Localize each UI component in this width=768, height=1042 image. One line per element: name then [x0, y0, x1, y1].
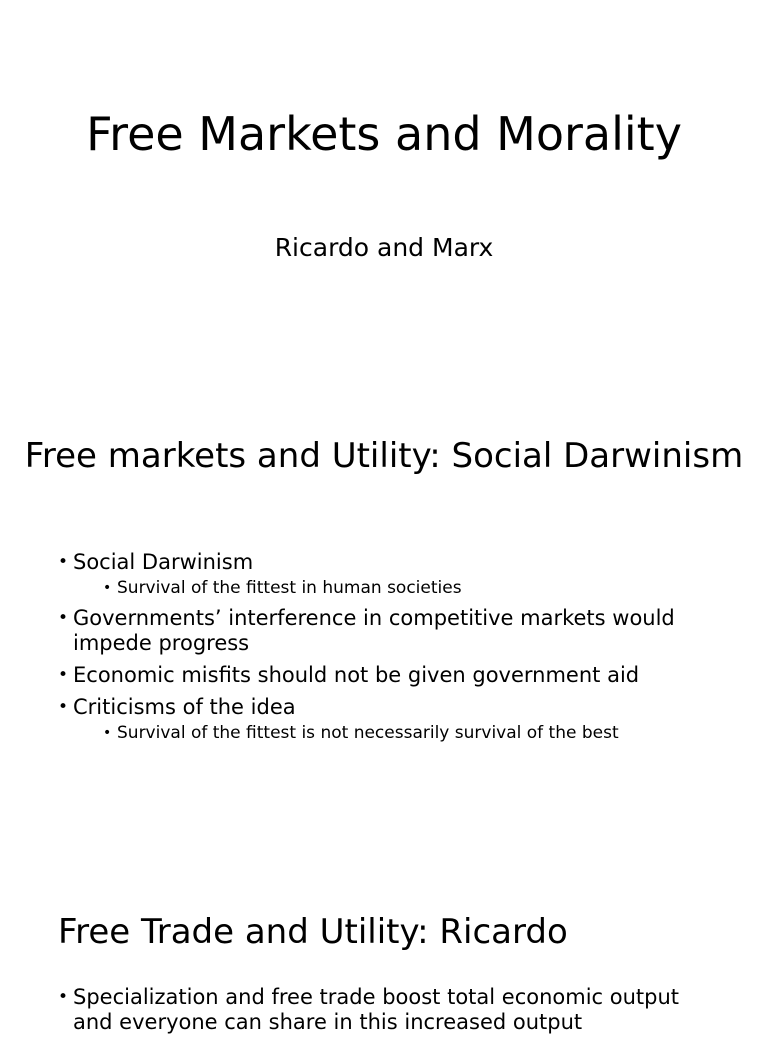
- bullet-item: [58, 695, 728, 744]
- slide-2-bullet-list: [58, 550, 728, 751]
- bullet-text: Social Darwinism: [73, 550, 254, 574]
- slide-3-bullet-list: [58, 985, 718, 1042]
- bullet-text: Governments’ interference in competitive markets would impede progress: [73, 606, 675, 655]
- bullet-item: [58, 985, 718, 1035]
- slide-2-title: Free markets and Utility: Social Darwinism: [24, 436, 744, 476]
- slide-1-title: Free Markets and Morality: [86, 107, 682, 161]
- bullet-text: Criticisms of the idea: [73, 695, 296, 719]
- bullet-text: Economic misfits should not be given government aid: [73, 663, 640, 687]
- slide-3-title: Free Trade and Utility: Ricardo: [58, 912, 568, 952]
- sub-bullet-item: • Survival of the fittest in human societies: [103, 577, 728, 599]
- sub-bullet-list: [73, 577, 728, 599]
- sub-bullet-item: • Survival of the fittest is not necessarily survival of the best: [103, 722, 728, 744]
- bullet-item: [58, 606, 728, 656]
- slide-title: [0, 0, 768, 384]
- bullet-item: [58, 663, 728, 688]
- sub-bullet-list: [73, 722, 728, 744]
- slide-social-darwinism: [0, 384, 768, 832]
- bullet-text: Specialization and free trade boost total economic output and everyone can share in this increased output: [73, 985, 680, 1034]
- bullet-item: [58, 550, 728, 599]
- slide-1-subtitle: Ricardo and Marx: [274, 233, 494, 262]
- slide-ricardo: [0, 880, 768, 1034]
